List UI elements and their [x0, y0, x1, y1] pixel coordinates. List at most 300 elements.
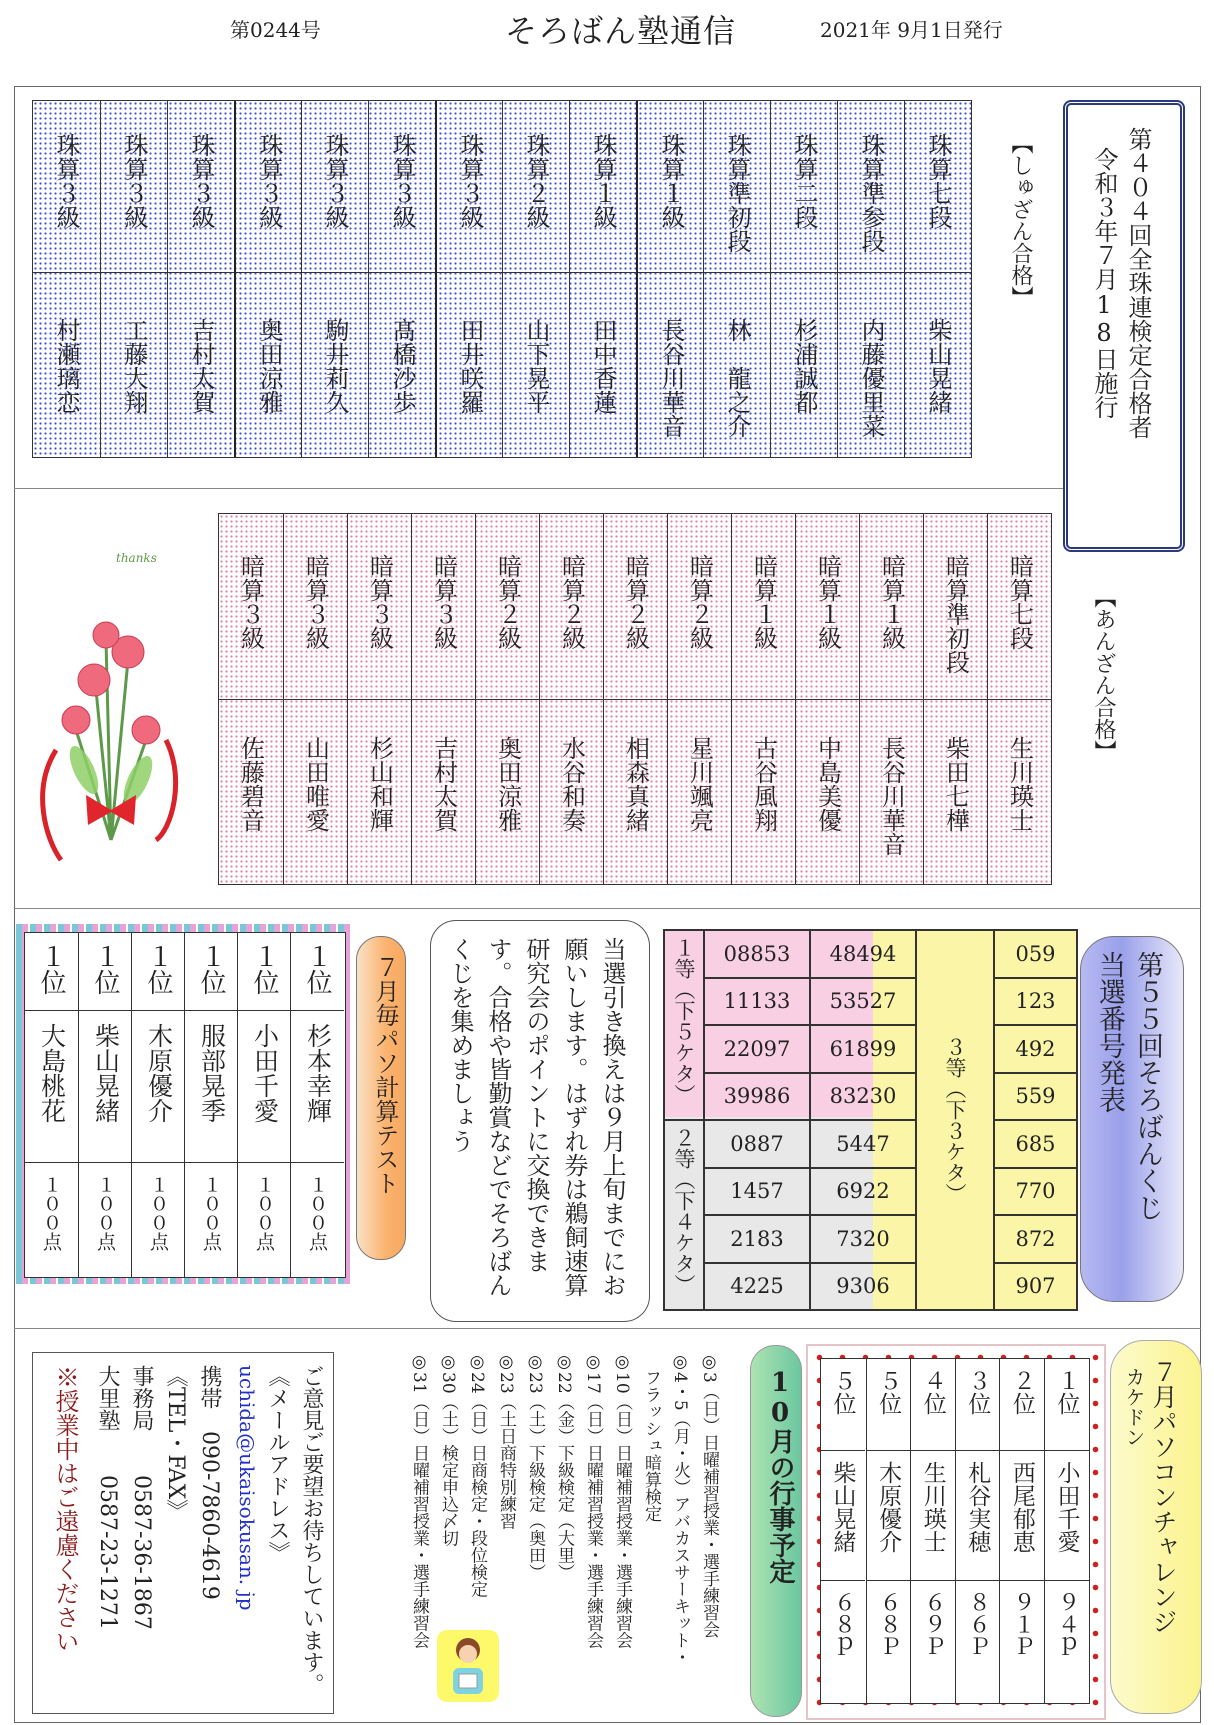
pasocon-name-text: 木原優介	[144, 1023, 174, 1123]
anzan-name	[924, 700, 988, 884]
shuzan-label: 【しゅざん合格】	[1008, 132, 1033, 308]
shuzan-grade	[236, 101, 303, 273]
anzan-grade	[988, 514, 1052, 700]
pasocon-rank	[185, 933, 238, 1011]
contact-line: ※授業中はご遠慮ください	[51, 1365, 79, 1653]
pasocon-score-text: １００点	[40, 1175, 62, 1251]
shuzan-name-text: 奥田涼雅	[255, 318, 283, 414]
challenge-name	[821, 1451, 865, 1581]
shuzan-column	[569, 101, 637, 457]
issue-date: 2021年 9月1日発行	[820, 18, 1003, 42]
prize2-number: 5447	[810, 1120, 916, 1168]
shuzan-grade	[369, 101, 436, 273]
anzan-name	[988, 700, 1052, 884]
anzan-grade-text: 暗算３級	[365, 554, 394, 650]
event-item: ◎24（日）日商検定・段位検定	[467, 1352, 487, 1598]
carnation-bouquet-icon	[36, 540, 186, 870]
challenge-title: ７月パソコンチャレンジ	[1149, 1359, 1178, 1634]
anzan-grade	[476, 514, 540, 700]
shuzan-column	[837, 101, 905, 457]
pasocon-test-title: ７月毎パソ計算テスト	[371, 955, 399, 1195]
shuzan-name	[638, 273, 705, 457]
shuzan-name-text: 山下晃平	[522, 318, 550, 414]
shuzan-name-text: 長谷川華音	[657, 318, 685, 438]
events-title-pill	[750, 1345, 802, 1717]
kuji-title-pill	[1080, 936, 1184, 1302]
anzan-grade	[284, 514, 348, 700]
anzan-name	[348, 700, 412, 884]
prize3-label-cell	[916, 930, 994, 1310]
anzan-grade-text: 暗算２級	[685, 554, 714, 650]
pasocon-column	[78, 933, 132, 1277]
challenge-rank-text: １位	[1053, 1369, 1080, 1415]
challenge-column	[910, 1359, 955, 1703]
challenge-name-text: 西尾郁恵	[1008, 1461, 1035, 1553]
challenge-name-text: 小田千愛	[1053, 1461, 1080, 1553]
shuzan-grade-text: 珠算３級	[388, 133, 416, 229]
prize1-number: 22097	[704, 1025, 810, 1073]
challenge-rank	[867, 1359, 911, 1451]
pasocon-rank-text: １位	[196, 943, 226, 995]
anzan-grade	[860, 514, 924, 700]
kuji-title-2: 当選番号発表	[1094, 951, 1125, 1113]
anzan-pass-table	[218, 513, 1052, 885]
shuzan-name	[437, 273, 504, 457]
prize3-number: 872	[994, 1215, 1077, 1263]
shuzan-grade-text: 珠算１級	[657, 133, 685, 229]
anzan-grade	[412, 514, 476, 700]
challenge-title-pill	[1110, 1340, 1202, 1714]
shuzan-name	[168, 273, 235, 457]
email-address: uchida@ukaisokusan. jp	[235, 1365, 259, 1611]
shuzan-column	[904, 101, 972, 457]
teacher-illustration-icon	[437, 1630, 499, 1702]
pasocon-score	[79, 1163, 132, 1277]
anzan-column	[731, 514, 796, 884]
anzan-name-text: 杉山和輝	[365, 736, 394, 832]
challenge-score-text: ６８ｐ	[830, 1591, 856, 1657]
events-title: 10月の行事予定	[765, 1368, 795, 1584]
anzan-name-text: 山田唯愛	[301, 736, 330, 832]
shuzan-grade	[302, 101, 369, 273]
anzan-grade-text: 暗算３級	[236, 554, 265, 650]
anzan-grade-text: 暗算七段	[1005, 554, 1034, 650]
pasocon-score	[238, 1163, 291, 1277]
challenge-score-text: ９４ｐ	[1054, 1591, 1080, 1657]
challenge-score	[911, 1581, 955, 1703]
anzan-name	[412, 700, 476, 884]
shuzan-grade	[771, 101, 838, 273]
pasocon-score	[185, 1163, 238, 1277]
anzan-name	[284, 700, 348, 884]
anzan-column	[859, 514, 924, 884]
challenge-score-text: ９１Ｐ	[1009, 1591, 1035, 1657]
shuzan-column	[703, 101, 771, 457]
shuzan-grade-text: 珠算七段	[924, 133, 952, 229]
anzan-name-text: 星川颯亮	[685, 736, 714, 832]
pasocon-score-text: １００点	[200, 1175, 222, 1251]
shuzan-grade	[503, 101, 570, 273]
challenge-rank	[911, 1359, 955, 1451]
anzan-grade-text: 暗算準初段	[941, 554, 970, 674]
event-item: ◎23（土）下級検定（奥田）	[525, 1352, 545, 1581]
anzan-name-text: 中島美優	[813, 736, 842, 832]
event-item: ◎3（日）日曜補習授業・選手練習会	[699, 1352, 719, 1638]
anzan-grade	[796, 514, 860, 700]
challenge-rank-text: ４位	[919, 1369, 946, 1415]
challenge-score	[867, 1581, 911, 1703]
pasocon-score	[291, 1163, 344, 1277]
shuzan-name-text: 工藤大翔	[120, 318, 148, 414]
event-item: ◎22（金）下級検定（大里）	[554, 1352, 574, 1581]
challenge-score	[956, 1581, 1000, 1703]
pasocon-name	[238, 1011, 291, 1163]
kuji-results-table	[663, 929, 1078, 1311]
pasocon-rank-text: １位	[143, 943, 173, 995]
contact-line: ご意見ご要望お待ちしています。	[299, 1365, 324, 1695]
shuzan-grade-text: 珠算準初段	[723, 133, 751, 253]
anzan-name-text: 水谷和奏	[557, 736, 586, 832]
pasocon-column	[290, 933, 344, 1277]
anzan-grade-text: 暗算１級	[813, 554, 842, 650]
anzan-grade-text: 暗算３級	[429, 554, 458, 650]
shuzan-column	[636, 101, 705, 457]
prize2-number: 7320	[810, 1215, 916, 1263]
challenge-name	[867, 1451, 911, 1581]
prize2-label-cell	[664, 1120, 704, 1310]
pasocon-name-text: 服部晃季	[197, 1023, 227, 1123]
pasocon-rank-text: １位	[36, 943, 66, 995]
prize1-label-cell	[664, 930, 704, 1120]
pasocon-score	[132, 1163, 185, 1277]
challenge-score-text: ６９Ｐ	[920, 1591, 946, 1657]
newsletter-title: そろばん塾通信	[505, 12, 737, 50]
anzan-name	[668, 700, 732, 884]
shuzan-name-text: 駒井莉久	[321, 318, 349, 414]
prize2-label: ２等（下４ケタ）	[672, 1127, 696, 1295]
shuzan-grade-text: 珠算３級	[456, 133, 484, 229]
anzan-grade	[604, 514, 668, 700]
shuzan-grade	[638, 101, 705, 273]
challenge-rank	[821, 1359, 865, 1451]
anzan-column	[411, 514, 476, 884]
prize1-number: 48494	[810, 930, 916, 978]
shuzan-name	[236, 273, 303, 457]
shuzan-name	[101, 273, 168, 457]
shuzan-column	[435, 101, 504, 457]
challenge-rank-text: ５位	[875, 1369, 902, 1415]
prize1-number: 08853	[704, 930, 810, 978]
divider-2	[14, 908, 1201, 909]
cert-date: 令和３年７月18日施行	[1090, 147, 1118, 419]
anzan-grade	[924, 514, 988, 700]
prize3-number: 492	[994, 1025, 1077, 1073]
event-item: ◎31（日）日曜補習授業・選手練習会	[409, 1352, 429, 1649]
anzan-column	[219, 514, 283, 884]
anzan-grade-text: 暗算３級	[301, 554, 330, 650]
kuji-title-1: 第５５回そろばんくじ	[1132, 951, 1163, 1221]
anzan-column	[539, 514, 604, 884]
shuzan-name-text: 村瀬璃恋	[52, 318, 80, 414]
pasocon-score-text: １００点	[147, 1175, 169, 1251]
challenge-rank-text: ５位	[829, 1369, 856, 1415]
prize3-label: ３等（下３ケタ）	[943, 1036, 967, 1204]
pasocon-name	[79, 1011, 132, 1163]
pasocon-name-text: 大島桃花	[37, 1023, 67, 1123]
challenge-name	[1000, 1451, 1044, 1581]
pasocon-rank-text: １位	[249, 943, 279, 995]
challenge-score-text: ８６Ｐ	[965, 1591, 991, 1657]
anzan-name	[219, 700, 283, 884]
shuzan-name-text: 田井咲羅	[456, 318, 484, 414]
shuzan-column	[167, 101, 235, 457]
anzan-column	[347, 514, 412, 884]
anzan-name	[604, 700, 668, 884]
challenge-score	[1045, 1581, 1089, 1703]
pasocon-rank	[238, 933, 291, 1011]
challenge-name-text: 木原優介	[875, 1461, 902, 1553]
prize2-number: 4225	[704, 1263, 810, 1311]
shuzan-grade-text: 珠算３級	[187, 133, 215, 229]
pasocon-name	[291, 1011, 344, 1163]
pasocon-column	[184, 933, 238, 1277]
shuzan-column	[770, 101, 838, 457]
shuzan-grade	[905, 101, 972, 273]
pasocon-name	[25, 1011, 78, 1163]
challenge-name-text: 札谷実穂	[964, 1461, 991, 1553]
challenge-column	[866, 1359, 911, 1703]
shuzan-name	[302, 273, 369, 457]
anzan-column	[283, 514, 348, 884]
prize3-number: 123	[994, 978, 1077, 1026]
anzan-name	[860, 700, 924, 884]
shuzan-column	[100, 101, 168, 457]
anzan-column	[603, 514, 668, 884]
pasocon-column	[25, 933, 78, 1277]
issue-number: 第0244号	[230, 18, 321, 42]
shuzan-grade-text: 珠算１級	[589, 133, 617, 229]
shuzan-name	[771, 273, 838, 457]
pasocon-name	[185, 1011, 238, 1163]
divider-3	[14, 1328, 1201, 1329]
anzan-name-text: 佐藤碧音	[236, 736, 265, 832]
event-item: ◎30（土）検定申込〆切	[438, 1352, 458, 1547]
pasocon-rank	[132, 933, 185, 1011]
anzan-name	[732, 700, 796, 884]
anzan-grade-text: 暗算２級	[621, 554, 650, 650]
divider-1	[14, 488, 1064, 489]
certification-box	[1063, 100, 1185, 552]
shuzan-name	[905, 273, 972, 457]
shuzan-column	[234, 101, 303, 457]
shuzan-name-text: 林 龍之介	[723, 318, 751, 438]
anzan-grade-text: 暗算２級	[557, 554, 586, 650]
shuzan-grade-text: 珠算３級	[255, 133, 283, 229]
event-item: ◎23（土日商特別練習	[496, 1352, 516, 1530]
shuzan-grade-text: 珠算３級	[321, 133, 349, 229]
anzan-grade-text: 暗算１級	[877, 554, 906, 650]
shuzan-name-text: 柴山晃緒	[924, 318, 952, 414]
shuzan-grade	[437, 101, 504, 273]
event-item: ◎4・5（月・火）アバカスサーキット・	[670, 1352, 690, 1666]
shuzan-grade-text: 珠算３級	[120, 133, 148, 229]
shuzan-name	[33, 273, 100, 457]
prize3-number: 907	[994, 1263, 1077, 1311]
anzan-name	[540, 700, 604, 884]
anzan-column	[795, 514, 860, 884]
challenge-name	[956, 1451, 1000, 1581]
anzan-name-text: 柴田七樺	[941, 736, 970, 832]
shuzan-name	[369, 273, 436, 457]
contact-box	[32, 1352, 334, 1714]
challenge-name-text: 柴山晃緒	[829, 1461, 856, 1553]
contact-line: 携帯 090-7860-4619	[197, 1365, 222, 1600]
prize2-number: 2183	[704, 1215, 810, 1263]
shuzan-grade	[838, 101, 905, 273]
prize3-number: 559	[994, 1073, 1077, 1121]
shuzan-grade-text: 珠算３級	[52, 133, 80, 229]
anzan-name-text: 奥田涼雅	[493, 736, 522, 832]
pasocon-rank-text: １位	[302, 943, 332, 995]
shuzan-grade	[704, 101, 771, 273]
challenge-column	[999, 1359, 1044, 1703]
pasocon-test-table	[24, 932, 346, 1278]
prize1-number: 53527	[810, 978, 916, 1026]
prize3-number: 059	[994, 930, 1077, 978]
contact-line: 事務局 0587-36-1867	[129, 1365, 154, 1630]
anzan-column	[987, 514, 1052, 884]
shuzan-column	[33, 101, 100, 457]
challenge-rank	[1000, 1359, 1044, 1451]
shuzan-name	[570, 273, 637, 457]
shuzan-grade-text: 珠算２級	[522, 133, 550, 229]
cert-title: 第４０４回全珠連検定合格者	[1124, 127, 1152, 439]
pasocon-rank-text: １位	[90, 943, 120, 995]
shuzan-column	[502, 101, 570, 457]
contact-line: 《メールアドレス》	[265, 1365, 290, 1563]
shuzan-name-text: 内藤優里菜	[857, 318, 885, 438]
prize1-number: 11133	[704, 978, 810, 1026]
kuji-notice-text: 当選引き換えは９月上旬までにお願いします。はずれ券は鵜飼速算研究会のポイントに交換できます。合格や皆勤賞などでそろばんくじを集めましょう	[446, 937, 626, 1297]
shuzan-name	[503, 273, 570, 457]
shuzan-pass-table	[32, 100, 972, 458]
prize3-number: 770	[994, 1168, 1077, 1216]
shuzan-grade	[570, 101, 637, 273]
pasocon-column	[131, 933, 185, 1277]
shuzan-name	[704, 273, 771, 457]
pasocon-score	[25, 1163, 78, 1277]
pasocon-name	[132, 1011, 185, 1163]
anzan-label: 【あんざん合格】	[1091, 586, 1116, 762]
anzan-grade	[219, 514, 283, 700]
challenge-score-text: ６８Ｐ	[876, 1591, 902, 1657]
prize1-number: 39986	[704, 1073, 810, 1121]
shuzan-name-text: 髙橋沙歩	[388, 318, 416, 414]
pasocon-rank	[291, 933, 344, 1011]
challenge-name	[911, 1451, 955, 1581]
anzan-column	[475, 514, 540, 884]
anzan-grade	[732, 514, 796, 700]
prize2-number: 6922	[810, 1168, 916, 1216]
pasocon-name-text: 柴山晃緒	[91, 1023, 121, 1123]
prize1-number: 61899	[810, 1025, 916, 1073]
contact-line: 大里塾 0587-23-1271	[95, 1365, 120, 1630]
thanks-text: thanks	[116, 551, 157, 565]
prize2-number: 1457	[704, 1168, 810, 1216]
prize3-number: 685	[994, 1120, 1077, 1168]
shuzan-column	[368, 101, 436, 457]
prize1-label: １等（下５ケタ）	[672, 937, 696, 1105]
anzan-name-text: 生川瑛士	[1005, 736, 1034, 832]
challenge-score	[821, 1581, 865, 1703]
anzan-name-text: 長谷川華音	[877, 736, 906, 856]
anzan-grade-text: 暗算２級	[493, 554, 522, 650]
pasocon-rank	[79, 933, 132, 1011]
shuzan-column	[301, 101, 369, 457]
shuzan-grade	[168, 101, 235, 273]
challenge-column	[955, 1359, 1000, 1703]
anzan-name	[796, 700, 860, 884]
challenge-table	[820, 1358, 1090, 1704]
pasocon-column	[237, 933, 291, 1277]
prize2-number: 0887	[704, 1120, 810, 1168]
anzan-column	[667, 514, 732, 884]
prize2-number: 9306	[810, 1263, 916, 1311]
shuzan-name-text: 吉村太賀	[187, 318, 215, 414]
anzan-grade-text: 暗算１級	[749, 554, 778, 650]
anzan-grade	[668, 514, 732, 700]
pasocon-rank	[25, 933, 78, 1011]
challenge-name	[1045, 1451, 1089, 1581]
shuzan-grade	[33, 101, 100, 273]
event-item: ◎17（日）日曜補習授業・選手練習会	[583, 1352, 603, 1649]
challenge-subtitle: カケドン	[1122, 1367, 1146, 1447]
kuji-notice-bubble	[430, 920, 650, 1322]
anzan-name-text: 相森真緒	[621, 736, 650, 832]
pasocon-test-title-pill	[356, 936, 406, 1260]
shuzan-grade-text: 珠算準参段	[857, 133, 885, 253]
anzan-column	[923, 514, 988, 884]
challenge-column	[821, 1359, 865, 1703]
event-item: ◎10（日）日曜補習授業・選手練習会	[612, 1352, 632, 1649]
shuzan-grade-text: 珠算二段	[790, 133, 818, 229]
shuzan-name	[838, 273, 905, 457]
shuzan-name-text: 田中香蓮	[589, 318, 617, 414]
prize1-number: 83230	[810, 1073, 916, 1121]
challenge-name-text: 生川瑛士	[919, 1461, 946, 1553]
pasocon-score-text: １００点	[94, 1175, 116, 1251]
challenge-score	[1000, 1581, 1044, 1703]
challenge-rank	[1045, 1359, 1089, 1451]
anzan-grade	[540, 514, 604, 700]
anzan-name-text: 古谷風翔	[749, 736, 778, 832]
pasocon-score-text: １００点	[306, 1175, 328, 1251]
pasocon-name-text: 小田千愛	[250, 1023, 280, 1123]
challenge-rank-text: ２位	[1008, 1369, 1035, 1415]
pasocon-name-text: 杉本幸輝	[303, 1023, 333, 1123]
anzan-grade	[348, 514, 412, 700]
event-item: フラッシュ暗算検定	[641, 1352, 661, 1522]
challenge-rank	[956, 1359, 1000, 1451]
shuzan-grade	[101, 101, 168, 273]
challenge-column	[1044, 1359, 1089, 1703]
pasocon-score-text: １００点	[253, 1175, 275, 1251]
challenge-rank-text: ３位	[964, 1369, 991, 1415]
shuzan-name-text: 杉浦誠都	[790, 318, 818, 414]
anzan-name	[476, 700, 540, 884]
contact-line: 《TEL・FAX》	[163, 1365, 188, 1522]
anzan-name-text: 吉村太賀	[429, 736, 458, 832]
